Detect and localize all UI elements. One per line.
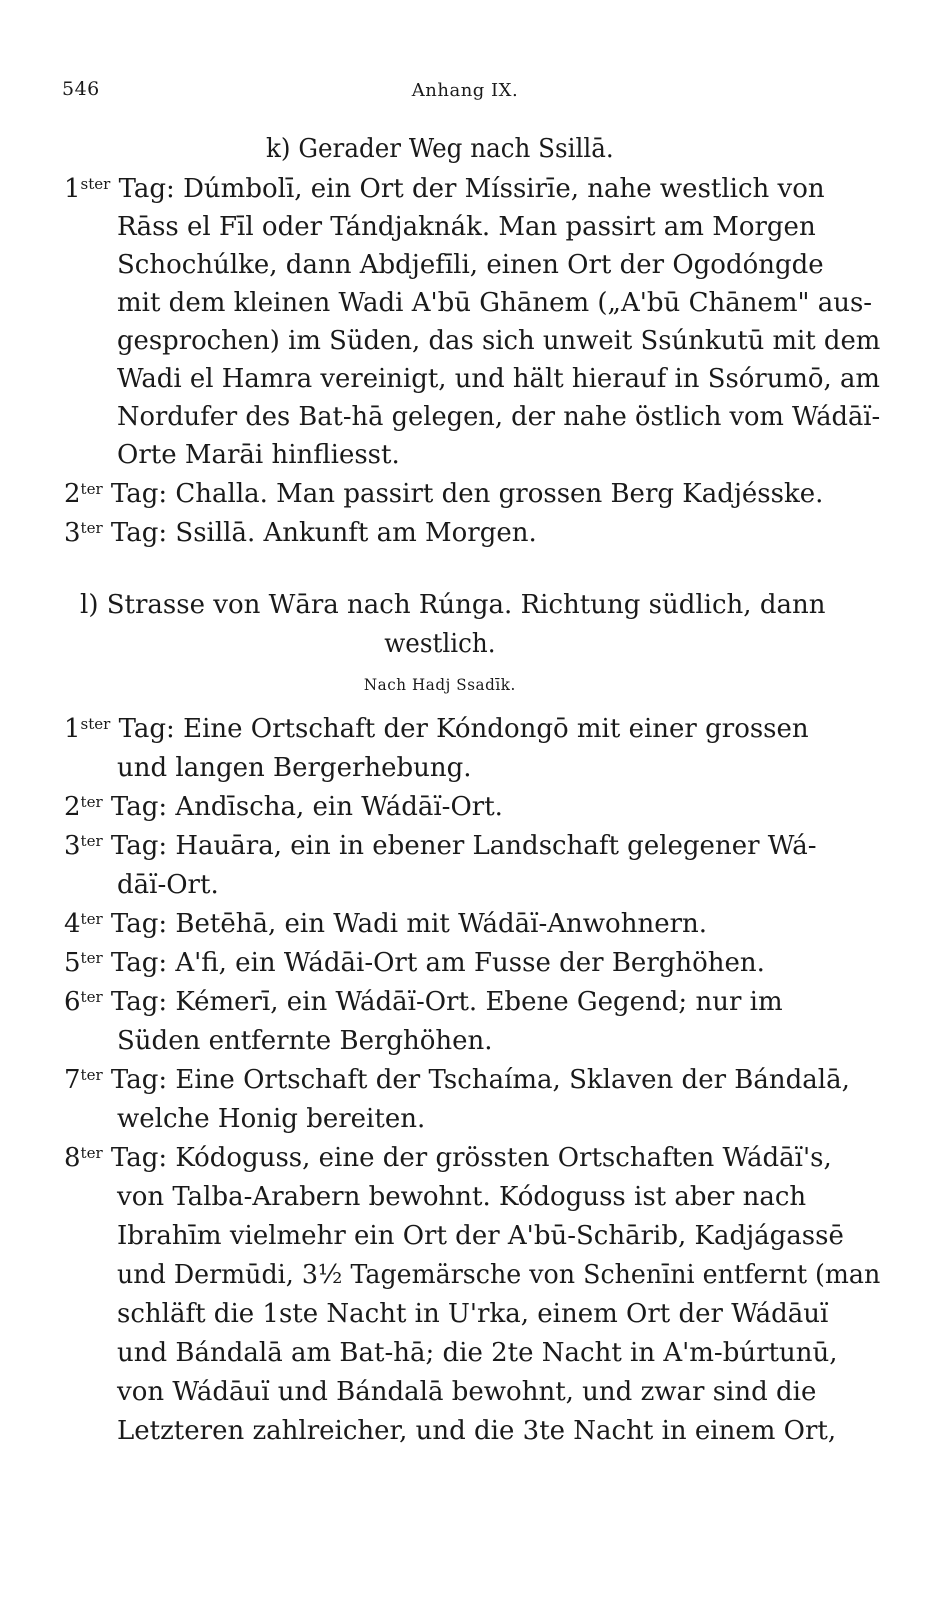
entry-text: Tag: Andīscha, ein Wádāï-Ort. — [110, 792, 503, 822]
day-entry-line — [64, 716, 809, 742]
day-number: 8 — [64, 1143, 81, 1173]
entry-line: Ibrahīm vielmehr ein Ort der A'bū-Schārib, Kadjágassē — [117, 1221, 844, 1251]
day-suffix: ster — [80, 715, 111, 733]
day-suffix: ter — [80, 1066, 103, 1084]
day-number: 2 — [64, 479, 81, 509]
section-l-heading: l) Strasse von Wāra nach Rúnga. Richtung südlich, dann — [80, 590, 826, 620]
entry-line: Süden entfernte Berghöhen. — [117, 1026, 493, 1056]
entry-text: Tag: Kódoguss, eine der grössten Ortschaften Wádāï's, — [110, 1143, 832, 1173]
entry-line: Schochúlke, dann Abdjefīli, einen Ort der Ogodóngde — [117, 250, 824, 280]
entry-text: Tag: Challa. Man passirt den grossen Berg Kadjésske. — [110, 479, 824, 509]
entry-line: und Bándalā am Bat-hā; die 2te Nacht in A'm-búrtunū, — [117, 1338, 838, 1368]
day-entry-line — [64, 950, 765, 976]
day-suffix: ter — [80, 988, 103, 1006]
running-title: Anhang IX. — [411, 80, 519, 101]
day-number: 5 — [64, 948, 81, 978]
day-number: 4 — [64, 909, 81, 939]
entry-line: Rāss el Fīl oder Tándjaknák. Man passirt am Morgen — [117, 212, 816, 242]
section-k-heading: k) Gerader Weg nach Ssillā. — [266, 134, 614, 164]
entry-line: Orte Marāi hinfliesst. — [117, 440, 400, 470]
day-suffix: ter — [80, 1144, 103, 1162]
entry-line: mit dem kleinen Wadi A'bū Ghānem („A'bū Chānem" aus- — [117, 288, 873, 318]
entry-text: Tag: A'fi, ein Wádāi-Ort am Fusse der Berghöhen. — [110, 948, 765, 978]
entry-line: gesprochen) im Süden, das sich unweit Ssúnkutū mit dem — [117, 326, 881, 356]
day-suffix: ster — [80, 175, 111, 193]
day-number: 2 — [64, 792, 81, 822]
entry-line: von Wádāuï und Bándalā bewohnt, und zwar sind die — [117, 1377, 817, 1407]
section-l-heading-cont: westlich. — [384, 629, 496, 659]
day-number: 1 — [64, 174, 81, 204]
entry-line: schläft die 1ste Nacht in U'rka, einem Ort der Wádāuï — [117, 1299, 829, 1329]
day-suffix: ter — [80, 480, 103, 498]
day-suffix: ter — [80, 949, 103, 967]
entry-line: und Dermūdi, 3½ Tagemärsche von Schenīni entfernt (man — [117, 1260, 881, 1290]
day-number: 7 — [64, 1065, 81, 1095]
day-entry-line — [64, 481, 823, 507]
day-entry-line — [64, 989, 783, 1015]
day-number: 6 — [64, 987, 81, 1017]
day-entry-line — [64, 911, 707, 937]
entry-line: Wadi el Hamra vereinigt, und hält hierauf in Ssórumō, am — [117, 364, 880, 394]
day-suffix: ter — [80, 793, 103, 811]
page-number: 546 — [62, 78, 100, 100]
entry-text: Tag: Kémerī, ein Wádāï-Ort. Ebene Gegend; nur im — [110, 987, 783, 1017]
day-entry-line — [64, 1067, 850, 1093]
entry-text: Tag: Eine Ortschaft der Kóndongō mit einer grossen — [118, 714, 809, 744]
day-suffix: ter — [80, 910, 103, 928]
entry-line: dāï-Ort. — [117, 870, 219, 900]
day-number: 3 — [64, 831, 81, 861]
entry-line: Nordufer des Bat-hā gelegen, der nahe östlich vom Wádāï- — [117, 402, 881, 432]
entry-line: welche Honig bereiten. — [117, 1104, 426, 1134]
day-entry-line — [64, 833, 817, 859]
source-attribution: Nach Hadj Ssadīk. — [363, 675, 516, 694]
entry-text: Tag: Hauāra, ein in ebener Landschaft gelegener Wá- — [110, 831, 817, 861]
day-suffix: ter — [80, 519, 103, 537]
entry-text: Tag: Dúmbolī, ein Ort der Míssirīe, nahe westlich von — [118, 174, 825, 204]
entry-line: Letzteren zahlreicher, und die 3te Nacht in einem Ort, — [117, 1416, 837, 1446]
day-entry-line — [64, 176, 825, 202]
entry-text: Tag: Eine Ortschaft der Tschaíma, Sklaven der Bándalā, — [110, 1065, 850, 1095]
entry-text: Tag: Betēhā, ein Wadi mit Wádāï-Anwohnern. — [110, 909, 708, 939]
entry-line: von Talba-Arabern bewohnt. Kódoguss ist aber nach — [117, 1182, 807, 1212]
entry-text: Tag: Ssillā. Ankunft am Morgen. — [110, 518, 537, 548]
day-number: 3 — [64, 518, 81, 548]
entry-line: und langen Bergerhebung. — [117, 753, 472, 783]
day-entry-line — [64, 1145, 832, 1171]
day-entry-line — [64, 520, 537, 546]
day-number: 1 — [64, 714, 81, 744]
day-entry-line — [64, 794, 503, 820]
day-suffix: ter — [80, 832, 103, 850]
